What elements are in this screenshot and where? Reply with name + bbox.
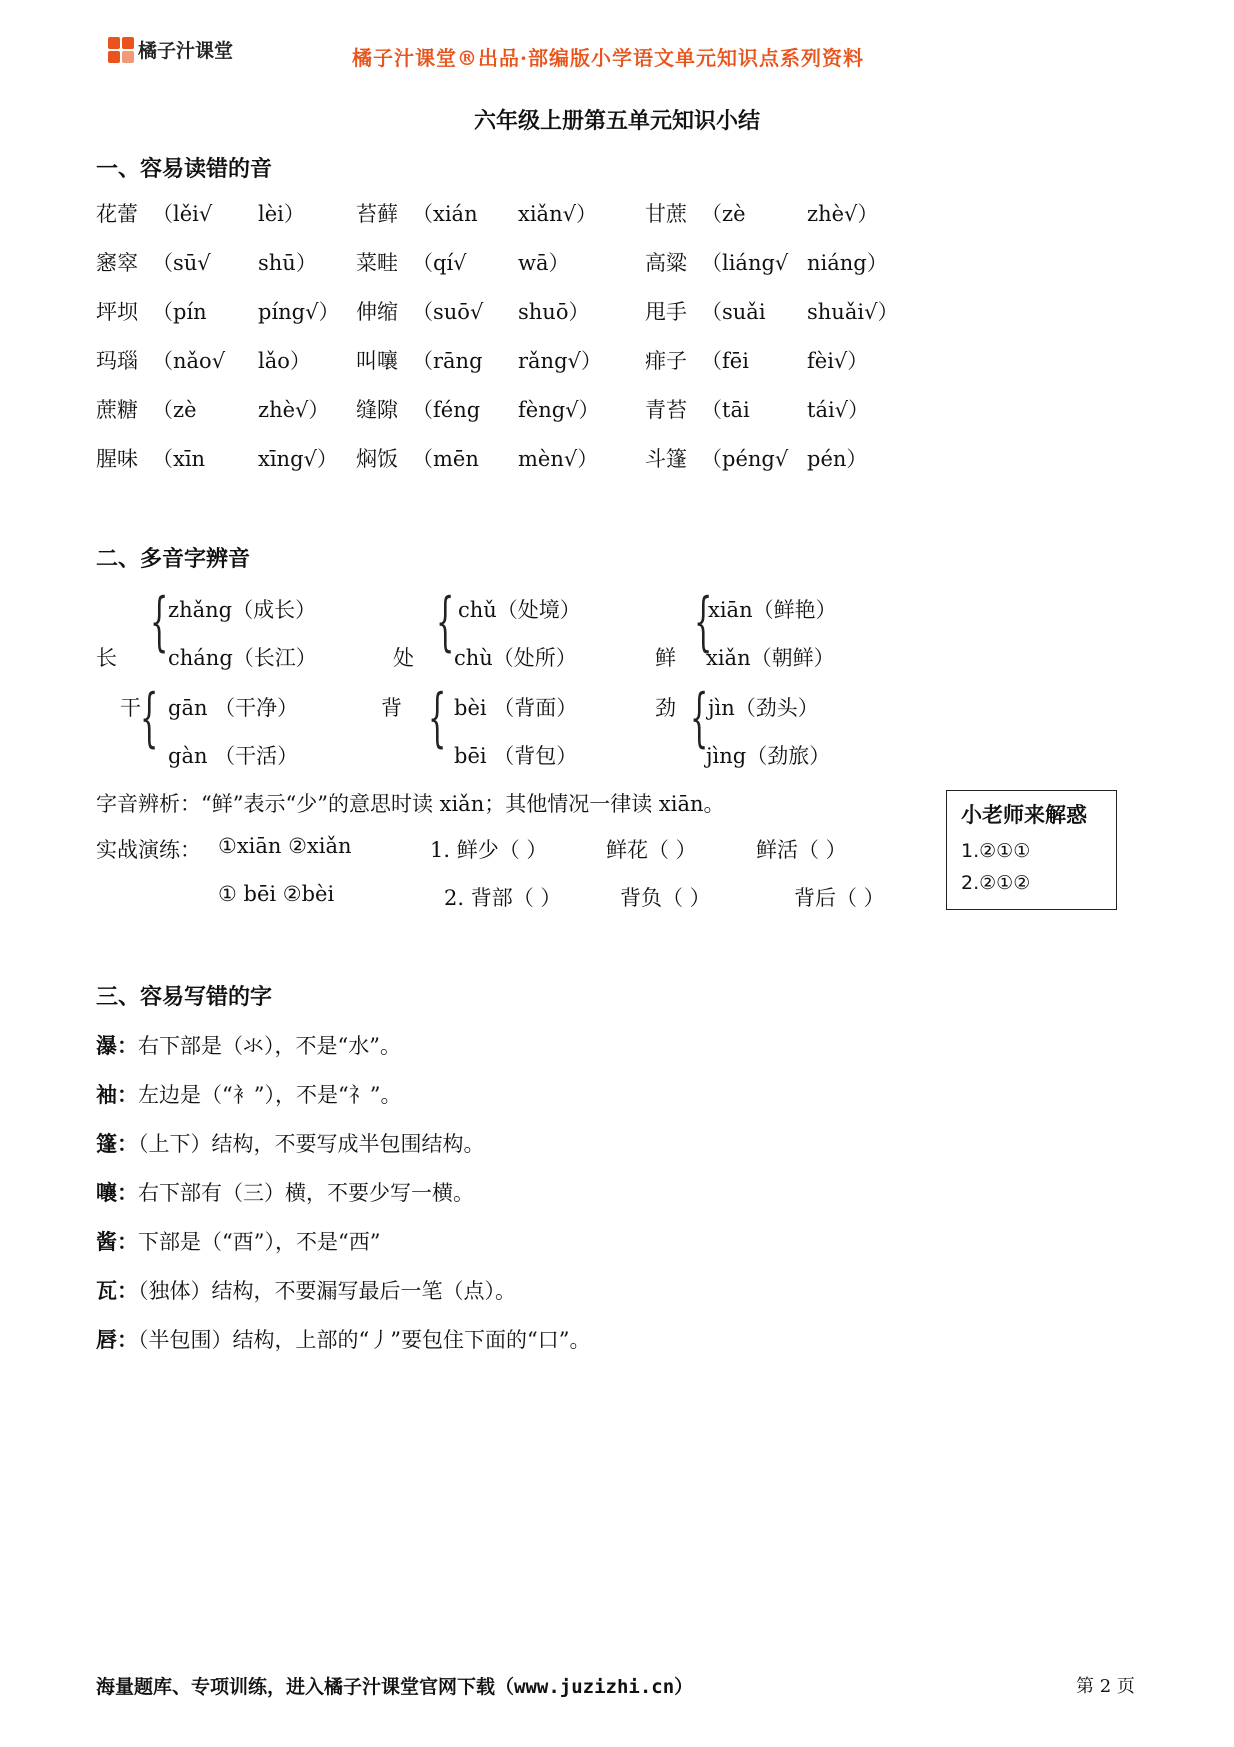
- pinyin-option: （péng√: [701, 447, 789, 471]
- polyphone-reading: xiān（鲜艳）: [708, 598, 837, 622]
- section-heading-1: 一、容易读错的音: [96, 156, 273, 182]
- pinyin-option: （lěi√: [152, 202, 213, 226]
- pronunciation-item: [356, 345, 602, 375]
- rule-text: （独体）结构，不要漏写最后一笔（点）。: [138, 1279, 516, 1303]
- pinyin-option: （zè: [152, 398, 197, 422]
- writing-rule: [96, 1128, 485, 1158]
- pronunciation-item: [356, 247, 570, 277]
- pronunciation-item: [96, 394, 329, 424]
- pronunciation-item: [645, 394, 869, 424]
- rule-char: 袖：: [96, 1082, 138, 1107]
- polyphone-char: 鲜: [655, 646, 676, 670]
- rule-char: 瓦：: [96, 1278, 138, 1303]
- pinyin-option: tái√）: [807, 398, 870, 422]
- rule-text: （半包围）结构，上部的“丿”要包住下面的“口”。: [138, 1328, 591, 1352]
- practice-item: 2. 背部（ ）: [444, 886, 562, 910]
- pinyin-option: lèi）: [258, 202, 305, 226]
- pronunciation-item: [356, 443, 598, 473]
- pinyin-option: wā）: [518, 251, 570, 275]
- brace-icon: {: [694, 585, 713, 659]
- rule-text: 右下部是（氺），不是“水”。: [138, 1034, 401, 1058]
- writing-rule: [96, 1275, 516, 1305]
- pinyin-option: （rāng: [412, 349, 483, 373]
- rule-text: 左边是（“衤”），不是“礻”。: [138, 1083, 402, 1107]
- polyphone-char: 处: [393, 646, 414, 670]
- rule-char: 酱：: [96, 1229, 138, 1254]
- pinyin-option: shū）: [258, 251, 317, 275]
- pinyin-option: （qí√: [412, 251, 467, 275]
- section-heading-3: 三、容易写错的字: [96, 984, 273, 1010]
- writing-rule: [96, 1079, 401, 1109]
- polyphone-reading: chǔ（处境）: [458, 598, 581, 622]
- pinyin-option: （pín: [152, 300, 207, 324]
- pronunciation-item: [645, 443, 867, 473]
- pronunciation-item: [96, 345, 311, 375]
- word: 甘蔗: [645, 202, 687, 226]
- pinyin-option: mèn√）: [518, 447, 599, 471]
- pronunciation-item: [356, 296, 589, 326]
- polyphone-char: 劲: [655, 696, 676, 720]
- answer-box-title: 小老师来解惑: [961, 802, 1087, 827]
- pinyin-option: rǎng√）: [518, 349, 602, 373]
- pronunciation-note: 字音辨析：“鲜”表示“少”的意思时读 xiǎn；其他情况一律读 xiān。: [96, 792, 725, 816]
- rule-char: 篷：: [96, 1131, 138, 1156]
- pronunciation-item: [645, 198, 878, 228]
- brace-icon: {: [140, 681, 159, 755]
- word: 坪坝: [96, 300, 138, 324]
- pinyin-option: pén）: [807, 447, 868, 471]
- writing-rule: [96, 1177, 474, 1207]
- polyphone-reading: jìng（劲旅）: [706, 744, 831, 768]
- pinyin-option: （sū√: [152, 251, 211, 275]
- pinyin-option: （mēn: [412, 447, 479, 471]
- rule-text: 下部是（“酉”），不是“西”: [138, 1230, 381, 1254]
- pinyin-option: （suō√: [412, 300, 484, 324]
- pinyin-option: （xián: [412, 202, 478, 226]
- polyphone-reading: gān （干净）: [168, 696, 299, 720]
- pinyin-option: xīng√）: [258, 447, 338, 471]
- pinyin-option: （fēi: [701, 349, 749, 373]
- logo-icon: [108, 37, 134, 63]
- word: 花蕾: [96, 202, 138, 226]
- pinyin-option: （suǎi: [701, 300, 766, 324]
- answer-box: [946, 790, 1117, 910]
- word: 叫嚷: [356, 349, 398, 373]
- pronunciation-item: [356, 394, 600, 424]
- brace-icon: {: [428, 681, 447, 755]
- brace-icon: {: [150, 585, 169, 659]
- practice-options-2: ① bēi ②bèi: [218, 882, 335, 906]
- pronunciation-item: [356, 198, 597, 228]
- pronunciation-item: [96, 247, 317, 277]
- word: 焖饭: [356, 447, 398, 471]
- pronunciation-item: [96, 296, 340, 326]
- word: 缝隙: [356, 398, 398, 422]
- pinyin-option: lǎo）: [258, 349, 311, 373]
- practice-options-1: ①xiān ②xiǎn: [218, 834, 352, 858]
- word: 菜畦: [356, 251, 398, 275]
- brand-logo: [108, 36, 233, 63]
- pronunciation-item: [96, 443, 338, 473]
- rule-text: 右下部有（三）横，不要少写一横。: [138, 1181, 474, 1205]
- pronunciation-item: [96, 198, 305, 228]
- writing-rule: [96, 1226, 380, 1256]
- practice-item: 背后（ ）: [794, 886, 885, 910]
- polyphone-reading: bèi （背面）: [454, 696, 578, 720]
- section-heading-2: 二、多音字辨音: [96, 546, 251, 572]
- rule-char: 唇：: [96, 1327, 138, 1352]
- footer-promo: 海量题库、专项训练，进入橘子汁课堂官网下载（www.juzizhi.cn）: [96, 1676, 694, 1698]
- answer-line: 1.②①①: [961, 840, 1031, 862]
- pinyin-option: shuō）: [518, 300, 590, 324]
- pinyin-option: （nǎo√: [152, 349, 226, 373]
- polyphone-reading: bēi （背包）: [454, 744, 578, 768]
- polyphone-reading: chù（处所）: [454, 646, 577, 670]
- writing-rule: [96, 1030, 401, 1060]
- pinyin-option: （zè: [701, 202, 746, 226]
- polyphone-char: 背: [381, 696, 402, 720]
- word: 蔗糖: [96, 398, 138, 422]
- pinyin-option: niáng）: [807, 251, 888, 275]
- word: 窸窣: [96, 251, 138, 275]
- logo-text: 橘子汁课堂: [138, 40, 234, 62]
- polyphone-char: 长: [96, 646, 117, 670]
- polyphone-reading: cháng（长江）: [168, 646, 317, 670]
- polyphone-reading: jìn（劲头）: [708, 696, 819, 720]
- pinyin-option: píng√）: [258, 300, 340, 324]
- word: 苔藓: [356, 202, 398, 226]
- polyphone-char: 干: [120, 696, 141, 720]
- header-title: 橘子汁课堂®出品·部编版小学语文单元知识点系列资料: [352, 46, 864, 70]
- brace-icon: {: [436, 585, 455, 659]
- pinyin-option: （féng: [412, 398, 481, 422]
- word: 腥味: [96, 447, 138, 471]
- pinyin-option: （xīn: [152, 447, 206, 471]
- polyphone-reading: gàn （干活）: [168, 744, 299, 768]
- pronunciation-item: [645, 296, 898, 326]
- pinyin-option: shuǎi√）: [807, 300, 899, 324]
- polyphone-reading: zhǎng（成长）: [168, 598, 317, 622]
- pinyin-option: zhè√）: [258, 398, 330, 422]
- rule-text: （上下）结构，不要写成半包围结构。: [138, 1132, 485, 1156]
- practice-item: 背负（ ）: [620, 886, 711, 910]
- answer-line: 2.②①②: [961, 872, 1031, 894]
- pinyin-option: zhè√）: [807, 202, 879, 226]
- page-number: 第 2 页: [1076, 1676, 1135, 1697]
- writing-rule: [96, 1324, 590, 1354]
- word: 伸缩: [356, 300, 398, 324]
- rule-char: 嚷：: [96, 1180, 138, 1205]
- word: 高粱: [645, 251, 687, 275]
- pronunciation-item: [645, 247, 888, 277]
- word: 甩手: [645, 300, 687, 324]
- practice-item: 鲜活（ ）: [756, 838, 847, 862]
- pinyin-option: （liáng√: [701, 251, 789, 275]
- practice-item: 鲜花（ ）: [606, 838, 697, 862]
- pinyin-option: xiǎn√）: [518, 202, 597, 226]
- practice-label: 实战演练：: [96, 838, 201, 862]
- pinyin-option: fèi√）: [807, 349, 869, 373]
- rule-char: 瀑：: [96, 1033, 138, 1058]
- pinyin-option: （tāi: [701, 398, 750, 422]
- word: 青苔: [645, 398, 687, 422]
- pronunciation-item: [645, 345, 868, 375]
- pinyin-option: fèng√）: [518, 398, 600, 422]
- practice-item: 1. 鲜少（ ）: [430, 838, 548, 862]
- word: 玛瑙: [96, 349, 138, 373]
- polyphone-reading: xiǎn（朝鲜）: [706, 646, 835, 670]
- brace-icon: {: [690, 681, 709, 755]
- page-title: 六年级上册第五单元知识小结: [473, 108, 760, 134]
- word: 斗篷: [645, 447, 687, 471]
- word: 痱子: [645, 349, 687, 373]
